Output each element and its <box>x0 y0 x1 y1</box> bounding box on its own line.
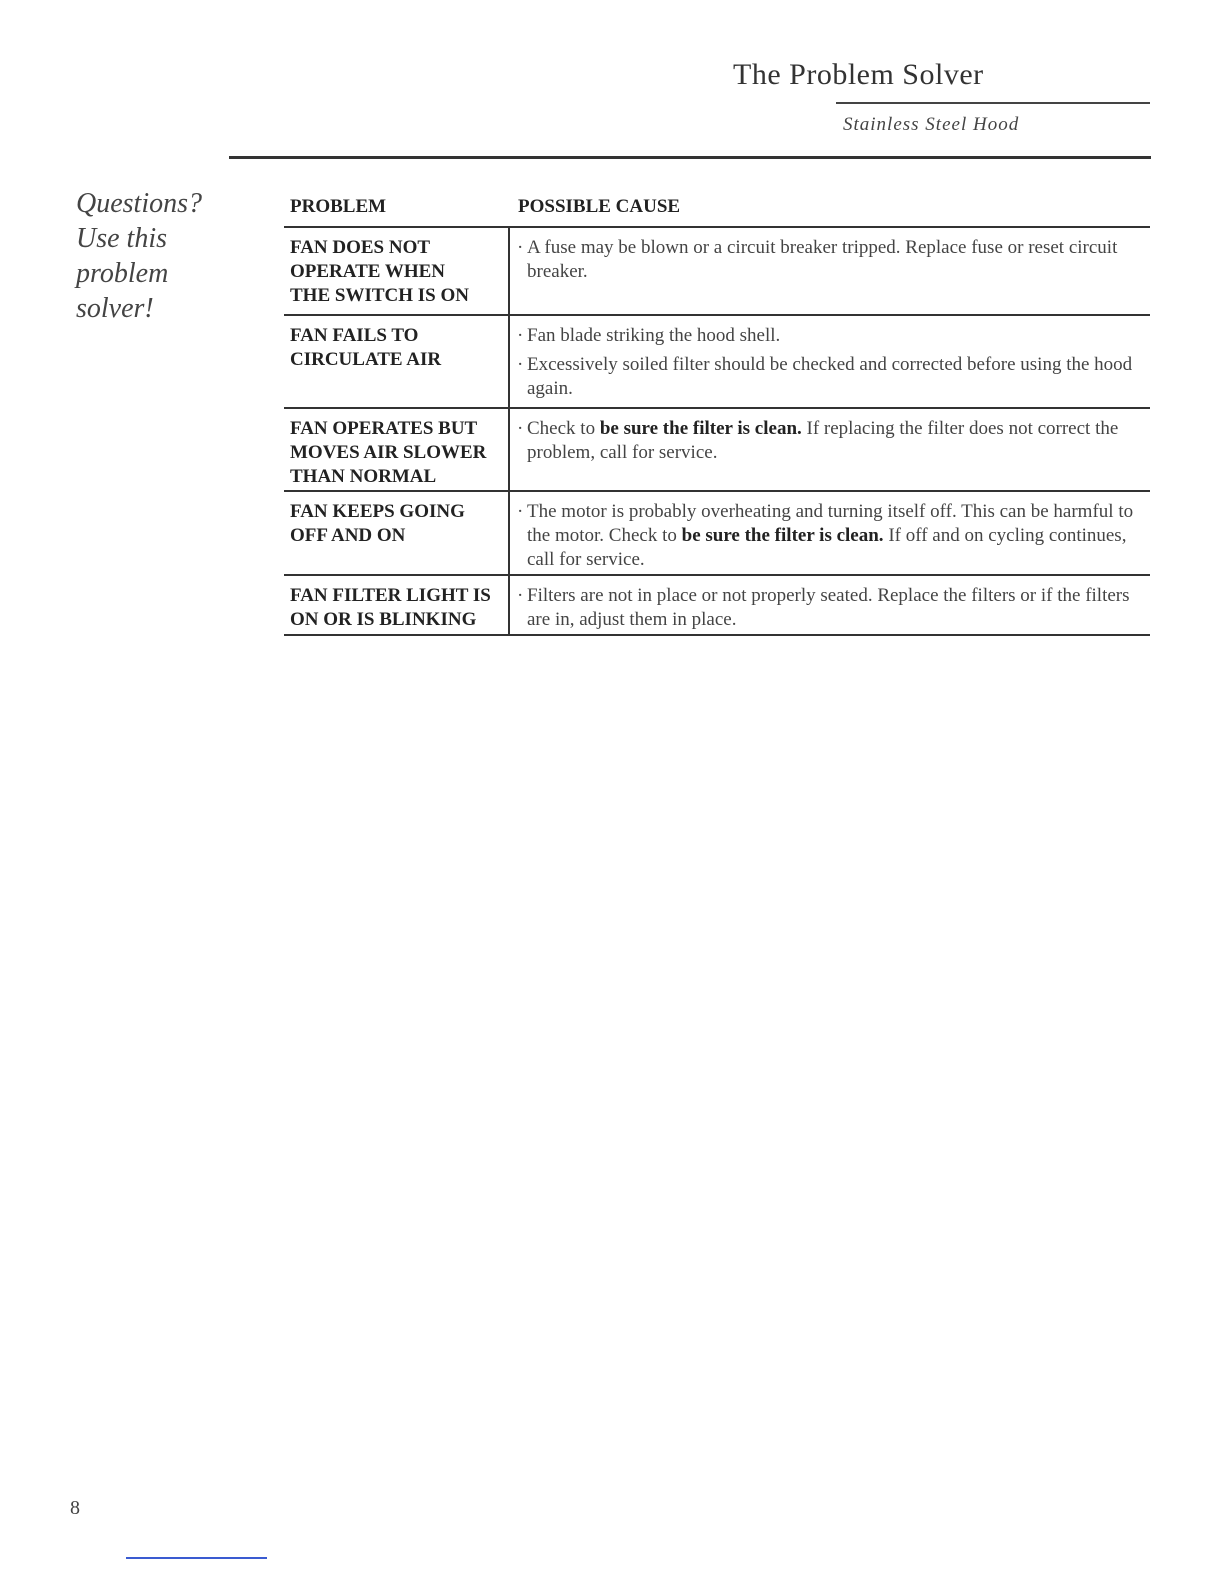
problem-line: FAN KEEPS GOING <box>290 501 465 522</box>
table-header <box>284 193 1150 228</box>
problem-line: OPERATE WHEN <box>290 261 446 282</box>
cause-cell <box>510 409 1150 490</box>
problem-line: THAN NORMAL <box>290 466 437 487</box>
problem-cell <box>284 316 510 407</box>
footer-link-underline <box>126 1557 267 1559</box>
bullet: · <box>517 354 524 375</box>
side-note-line: solver! <box>76 293 154 324</box>
column-header-cause: POSSIBLE CAUSE <box>518 196 681 217</box>
problem-line: FAN OPERATES BUT <box>290 418 478 439</box>
header-divider <box>836 102 1150 104</box>
table-row <box>284 316 1150 409</box>
problem-cell <box>284 492 510 574</box>
cause-item <box>517 324 1142 348</box>
cause-item <box>517 353 1142 401</box>
cause-item <box>517 417 1142 465</box>
problem-line: FAN FAILS TO <box>290 325 419 346</box>
page-subtitle: Stainless Steel Hood <box>843 114 1020 135</box>
page-number: 8 <box>70 1497 80 1519</box>
side-note-line: problem <box>76 258 169 289</box>
bullet: · <box>517 237 524 258</box>
column-header-problem: PROBLEM <box>290 196 387 217</box>
section-divider <box>229 156 1151 159</box>
problem-line: THE SWITCH IS ON <box>290 285 469 306</box>
cause-text-pre: Check to <box>527 418 600 439</box>
problem-cell <box>284 576 510 634</box>
troubleshooting-table <box>284 193 1150 636</box>
cause-cell <box>510 316 1150 407</box>
cause-text-pre: The motor is probably overheating and turning itself off. This can be harmful to the motor. Check to <box>527 501 1134 546</box>
problem-line: FAN DOES NOT <box>290 237 431 258</box>
cause-text: Filters are not in place or not properly seated. Replace the filters or if the filters are in, adjust them in place. <box>527 585 1130 630</box>
problem-cell <box>284 409 510 490</box>
cause-text-post: If replacing the filter does not correct the problem, call for service. <box>527 418 1119 463</box>
cause-text-bold: be sure the filter is clean. <box>599 418 802 439</box>
problem-line: ON OR IS BLINKING <box>290 609 477 630</box>
table-row <box>284 576 1150 636</box>
problem-line: FAN FILTER LIGHT IS <box>290 585 491 606</box>
cause-item <box>517 584 1142 632</box>
cause-cell <box>510 228 1150 314</box>
side-note-line: Questions? <box>76 188 202 219</box>
table-row <box>284 409 1150 492</box>
problem-cell <box>284 228 510 314</box>
problem-line: OFF AND ON <box>290 525 406 546</box>
cause-item <box>517 236 1142 284</box>
side-note <box>76 186 202 326</box>
cause-cell <box>510 492 1150 574</box>
cause-text: Fan blade striking the hood shell. <box>527 325 781 346</box>
bullet: · <box>517 585 524 606</box>
table-row <box>284 228 1150 316</box>
table-row <box>284 492 1150 576</box>
cause-text-bold: be sure the filter is clean. <box>681 525 884 546</box>
cause-text-post: If off and on cycling continues, call for service. <box>527 525 1127 570</box>
bullet: · <box>517 418 524 439</box>
cause-cell <box>510 576 1150 634</box>
page-title: The Problem Solver <box>733 58 984 91</box>
cause-text: A fuse may be blown or a circuit breaker tripped. Replace fuse or reset circuit breaker. <box>527 237 1118 282</box>
bullet: · <box>517 325 524 346</box>
side-note-line: Use this <box>76 223 167 254</box>
cause-item <box>517 500 1142 572</box>
bullet: · <box>517 501 524 522</box>
problem-line: MOVES AIR SLOWER <box>290 442 487 463</box>
cause-text: Excessively soiled filter should be checked and corrected before using the hood again. <box>527 354 1133 399</box>
problem-line: CIRCULATE AIR <box>290 349 442 370</box>
